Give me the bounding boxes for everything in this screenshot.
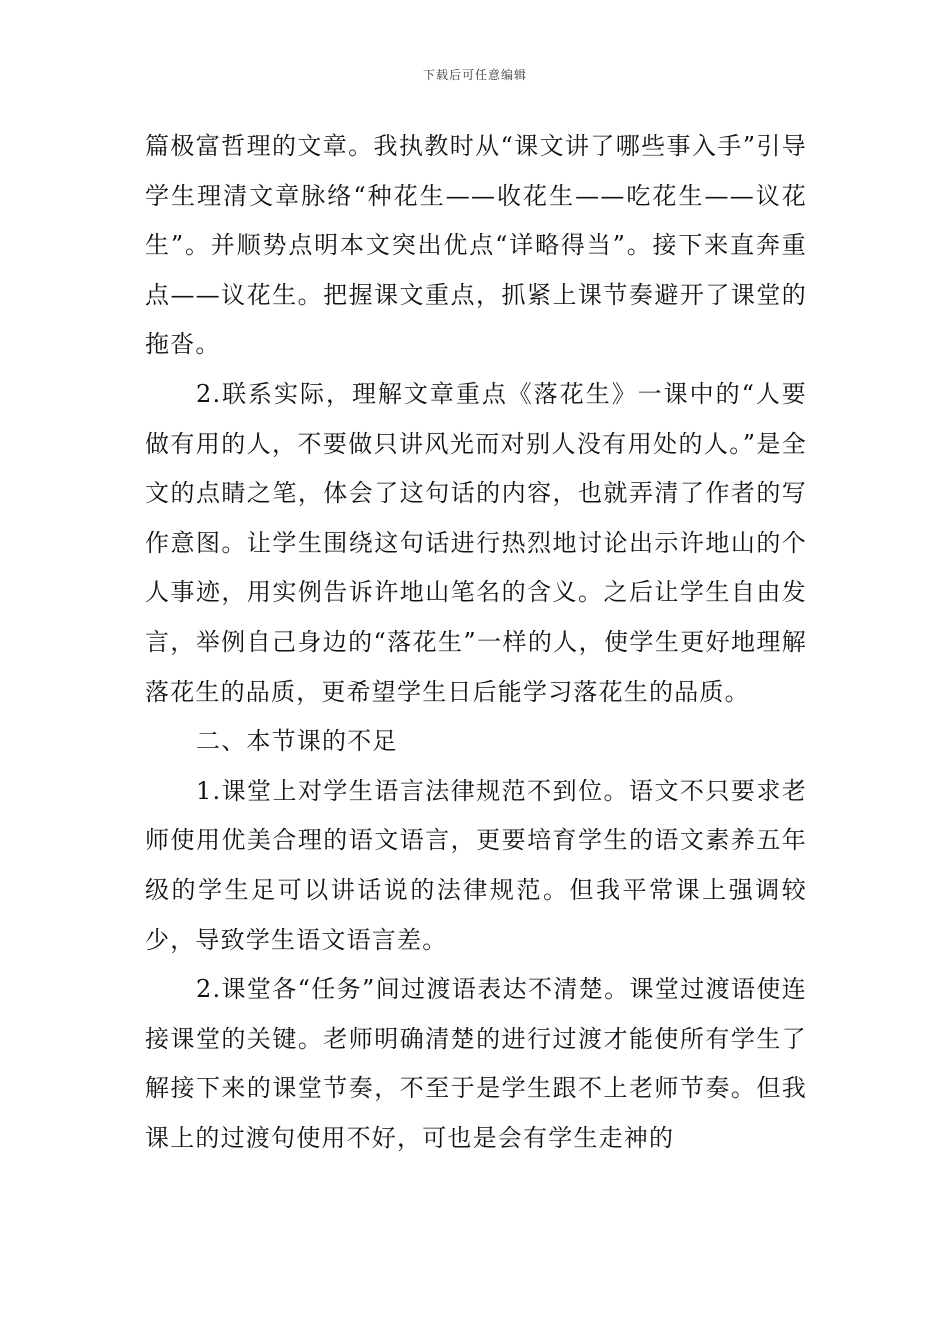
section-heading-shortcomings: 二、本节课的不足 bbox=[196, 727, 398, 756]
paragraph-point-2-connect-reality: 2.联系实际，理解文章重点《落花生》一课中的“人要做有用的人，不要做只讲风光而对别人没有用处的人。”是全文的点睛之笔，体会了这句话的内容，也就弄清了作者的写作意图。让学生围绕这句话进行热烈地讨论出示许地山的个人事迹，用实例告诉许地山笔名的含义。之后让学生自由发言，举例自己身边的“落花生”一样的人，使学生更好地理解落花生的品质，更希望学生日后能学习落花生的品质。 bbox=[145, 379, 807, 706]
paragraph-shortcoming-1: 1.课堂上对学生语言法律规范不到位。语文不只要求老师使用优美合理的语文语言，更要培育学生的语文素养五年级的学生足可以讲话说的法律规范。但我平常课上强调较少，导致学生语文语言差。 bbox=[145, 776, 807, 954]
paragraph-shortcoming-2: 2.课堂各“任务”间过渡语表达不清楚。课堂过渡语使连接课堂的关键。老师明确清楚的进行过渡才能使所有学生了解接下来的课堂节奏，不至于是学生跟不上老师节奏。但我课上的过渡句使用不好，可也是会有学生走神的 bbox=[145, 975, 807, 1152]
page-header-note: 下载后可任意编辑 bbox=[422, 68, 527, 82]
paragraph-continuation: 篇极富哲理的文章。我执教时从“课文讲了哪些事入手”引导学生理清文章脉络“种花生——收花生——吃花生——议花生”。并顺势点明本文突出优点“详略得当”。接下来直奔重点——议花生。把握课文重点，抓紧上课节奏避开了课堂的拖沓。 bbox=[145, 132, 807, 359]
document-body bbox=[145, 122, 807, 1163]
